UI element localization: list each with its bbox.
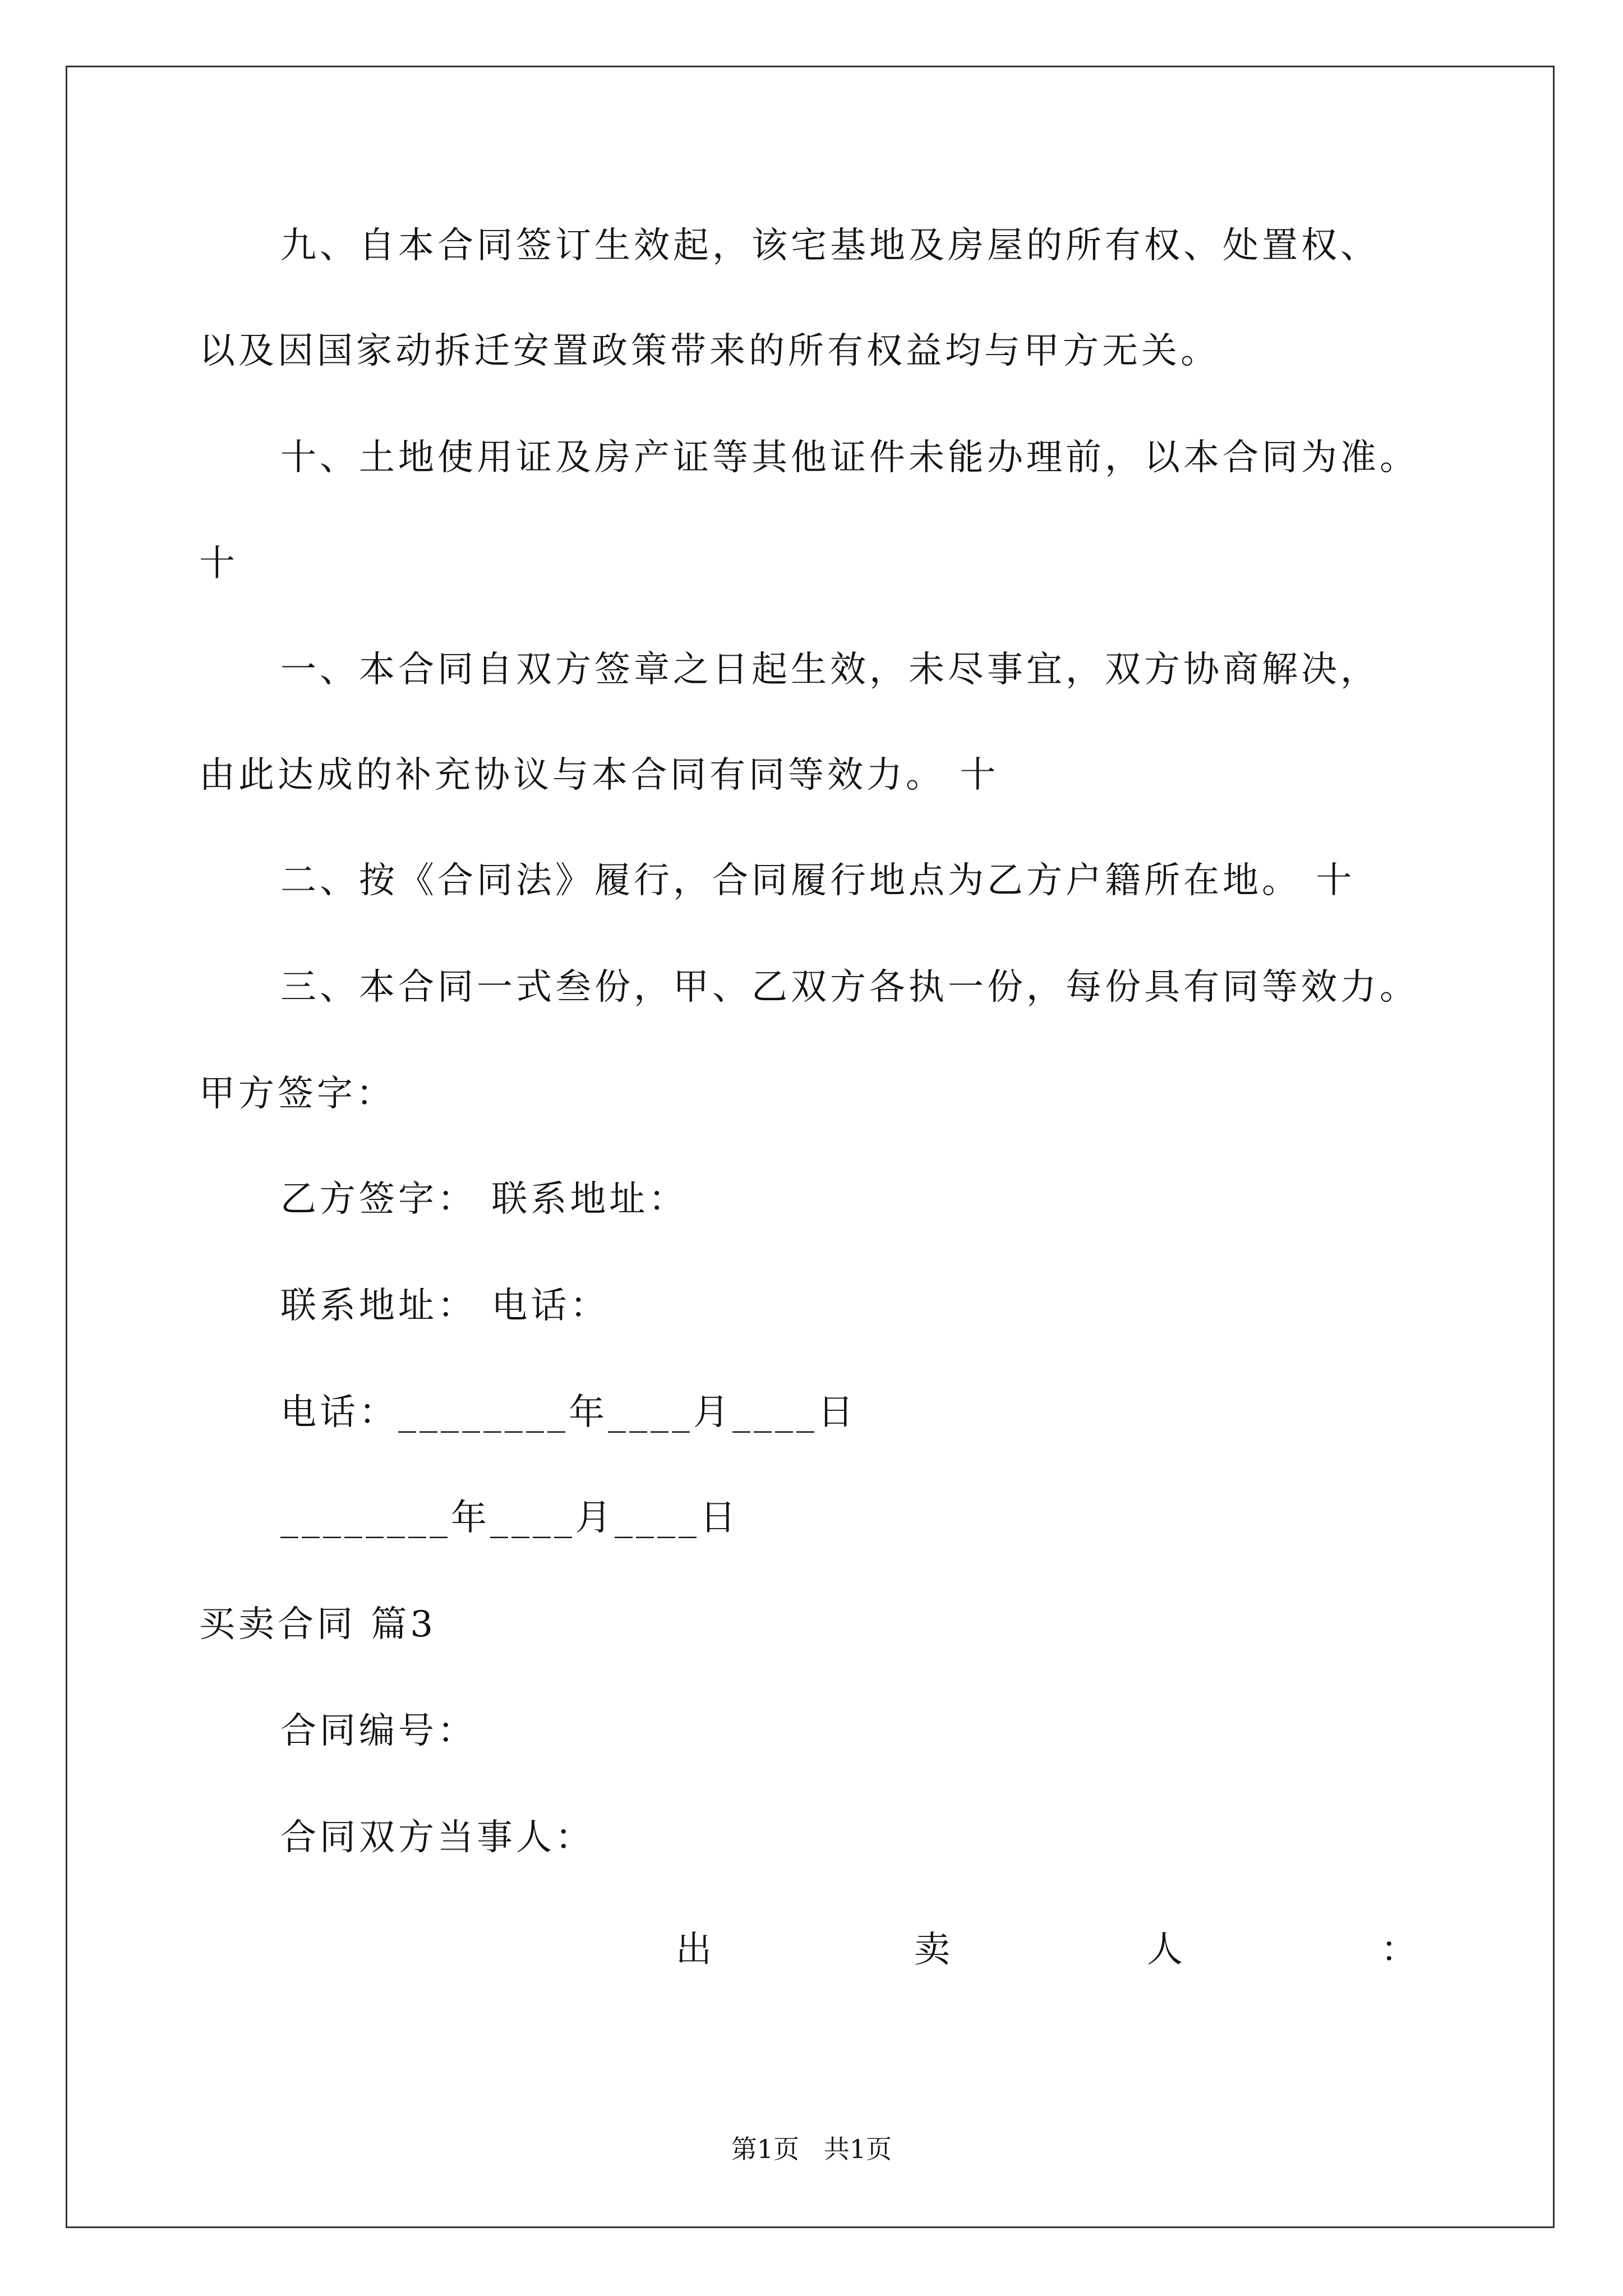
phone-date-line: 电话：________年____月____日 xyxy=(280,1392,857,1433)
seller-label-char-3: 人 xyxy=(1147,1929,1183,1971)
seller-label-char-2: 卖 xyxy=(914,1929,950,1971)
clause-11-line-1: 一、本合同自双方签章之日起生效，未尽事宜，双方协商解决， xyxy=(280,649,1380,691)
clause-9-line-2: 以及因国家动拆迁安置政策带来的所有权益均与甲方无关。 xyxy=(199,330,1220,372)
clause-12-line: 二、按《合同法》履行，合同履行地点为乙方户籍所在地。 十 xyxy=(280,860,1355,901)
page-footer: 第1页 共1页 xyxy=(731,2134,892,2164)
clause-11-prefix-line: 十 xyxy=(199,543,238,585)
contact-address-phone: 联系地址： 电话： xyxy=(280,1285,610,1327)
party-a-signature: 甲方签字： xyxy=(199,1073,395,1115)
clause-13-line: 三、本合同一式叁份，甲、乙双方各执一份，每份具有同等效力。 xyxy=(280,967,1419,1008)
clause-9-line-1: 九、自本合同签订生效起，该宅基地及房屋的所有权、处置权、 xyxy=(280,225,1380,266)
party-b-signature-address: 乙方签字： 联系地址： xyxy=(280,1179,688,1220)
clause-11-line-2: 由此达成的补充协议与本合同有同等效力。 十 xyxy=(199,754,999,796)
seller-label-colon: ： xyxy=(1381,1929,1417,1971)
clause-10-line: 十、土地使用证及房产证等其他证件未能办理前，以本合同为准。 xyxy=(280,437,1419,478)
seller-label-char-1: 出 xyxy=(676,1929,712,1971)
section-heading: 买卖合同 篇3 xyxy=(199,1604,437,1645)
date-line: ________年____月____日 xyxy=(280,1497,739,1539)
contract-parties: 合同双方当事人： xyxy=(280,1817,594,1858)
page-border xyxy=(66,66,1555,2228)
contract-number: 合同编号： xyxy=(280,1710,477,1752)
